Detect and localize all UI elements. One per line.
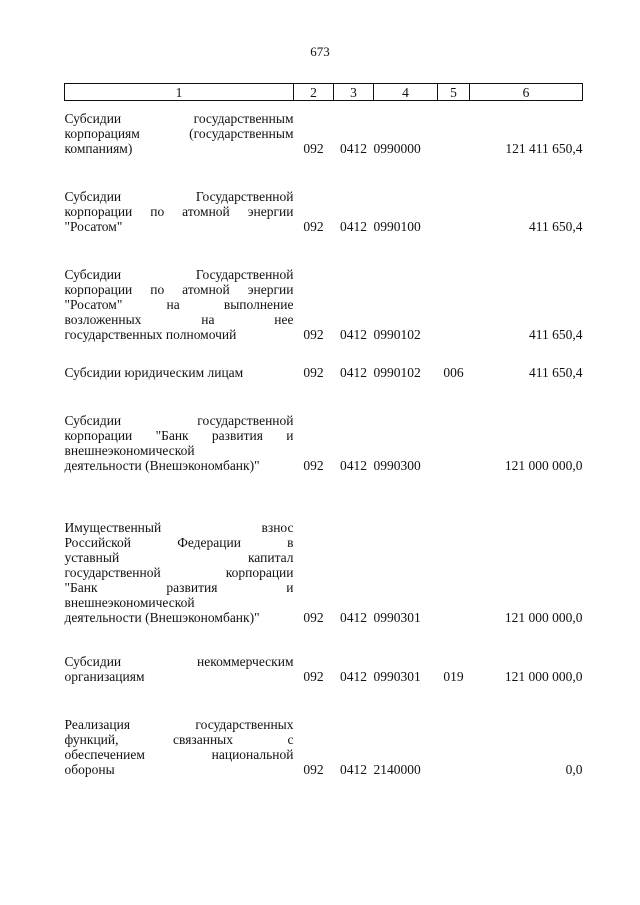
cell-c4: 0990300 bbox=[373, 458, 421, 473]
row-name-line: Субсидии Государственной bbox=[64, 267, 294, 282]
cell-c5 bbox=[438, 267, 470, 342]
cell-c2: 092 bbox=[303, 141, 324, 156]
row-name-line: Субсидии некоммерческим bbox=[64, 654, 294, 669]
row-name bbox=[65, 111, 294, 156]
header-col-4: 4 bbox=[374, 84, 438, 101]
row-name-line: Субсидии юридическим лицам bbox=[64, 365, 244, 380]
cell-c5 bbox=[438, 520, 470, 625]
row-name-line: внешнеэкономической bbox=[64, 443, 195, 458]
cell-c6: 411 650,4 bbox=[529, 327, 583, 342]
row-name bbox=[65, 717, 294, 777]
row-name-line: корпорациям (государственным bbox=[64, 126, 294, 141]
row-name-line: организациям bbox=[64, 669, 145, 684]
spacer-cell bbox=[65, 380, 583, 413]
header-col-2: 2 bbox=[294, 84, 334, 101]
cell-c4: 0990301 bbox=[373, 610, 421, 625]
cell-c2: 092 bbox=[303, 219, 324, 234]
cell-c5: 019 bbox=[443, 669, 464, 684]
cell-c3: 0412 bbox=[340, 365, 367, 380]
table-row bbox=[65, 365, 583, 380]
row-name-line: Реализация государственных bbox=[64, 717, 294, 732]
cell-c6: 411 650,4 bbox=[529, 365, 583, 380]
row-name-line: государственной корпорации bbox=[64, 565, 294, 580]
cell-c6: 411 650,4 bbox=[529, 219, 583, 234]
table-row bbox=[65, 189, 583, 234]
table-row bbox=[65, 267, 583, 342]
row-spacer bbox=[65, 625, 583, 654]
row-name-line: возложенных на нее bbox=[64, 312, 294, 327]
row-name-line: Российской Федерации в bbox=[64, 535, 294, 550]
spacer-cell bbox=[65, 234, 583, 267]
spacer-cell bbox=[65, 473, 583, 520]
cell-c6: 121 411 650,4 bbox=[505, 141, 583, 156]
row-name-line: корпорации "Банк развития и bbox=[64, 428, 294, 443]
page-number: 673 bbox=[310, 44, 330, 59]
table-row bbox=[65, 413, 583, 473]
row-name bbox=[65, 189, 294, 234]
spacer-cell bbox=[65, 684, 583, 717]
cell-c4: 0990102 bbox=[373, 327, 421, 342]
cell-c4: 0990000 bbox=[373, 141, 421, 156]
header-row bbox=[65, 84, 583, 101]
cell-c5 bbox=[438, 111, 470, 156]
cell-c4: 0990102 bbox=[373, 365, 421, 380]
header-col-5: 5 bbox=[438, 84, 470, 101]
cell-c2: 092 bbox=[303, 327, 324, 342]
cell-c4: 2140000 bbox=[373, 762, 421, 777]
header-col-3: 3 bbox=[334, 84, 374, 101]
cell-c4: 0990301 bbox=[373, 669, 421, 684]
row-name bbox=[65, 520, 294, 625]
spacer-cell bbox=[65, 342, 583, 365]
cell-c2: 092 bbox=[303, 762, 324, 777]
row-name bbox=[65, 267, 294, 342]
cell-c3: 0412 bbox=[340, 610, 367, 625]
cell-c3: 0412 bbox=[340, 141, 367, 156]
table-row bbox=[65, 654, 583, 684]
spacer-cell bbox=[65, 625, 583, 654]
cell-c3: 0412 bbox=[340, 669, 367, 684]
spacer-cell bbox=[65, 101, 583, 112]
cell-c2: 092 bbox=[303, 669, 324, 684]
cell-c6: 121 000 000,0 bbox=[504, 610, 583, 625]
cell-c3: 0412 bbox=[340, 762, 367, 777]
cell-c5 bbox=[438, 717, 470, 777]
row-spacer bbox=[65, 473, 583, 520]
row-name-line: государственных полномочий bbox=[64, 327, 237, 342]
row-name-line: компаниям) bbox=[64, 141, 133, 156]
cell-c6: 121 000 000,0 bbox=[504, 669, 583, 684]
cell-c2: 092 bbox=[303, 458, 324, 473]
row-name-line: деятельности (Внешэкономбанк)" bbox=[64, 458, 260, 473]
cell-c3: 0412 bbox=[340, 327, 367, 342]
row-name-line: Имущественный взнос bbox=[64, 520, 294, 535]
row-name-line: обороны bbox=[64, 762, 115, 777]
header-col-6: 6 bbox=[470, 84, 583, 101]
row-spacer bbox=[65, 684, 583, 717]
cell-c3: 0412 bbox=[340, 219, 367, 234]
table-row bbox=[65, 717, 583, 777]
row-name-line: корпорации по атомной энергии bbox=[64, 204, 294, 219]
cell-c2: 092 bbox=[303, 365, 324, 380]
row-spacer bbox=[65, 342, 583, 365]
row-spacer bbox=[65, 156, 583, 189]
cell-c6: 0,0 bbox=[565, 762, 583, 777]
header-col-1: 1 bbox=[65, 84, 294, 101]
row-name-line: "Росатом" на выполнение bbox=[64, 297, 294, 312]
row-name bbox=[65, 413, 294, 473]
row-name bbox=[65, 365, 294, 380]
row-name bbox=[65, 654, 294, 684]
row-name-line: функций, связанных с bbox=[64, 732, 294, 747]
spacer-cell bbox=[65, 156, 583, 189]
budget-table bbox=[64, 83, 583, 777]
row-name-line: внешнеэкономической bbox=[64, 595, 195, 610]
cell-c4: 0990100 bbox=[373, 219, 421, 234]
table-row bbox=[65, 111, 583, 156]
cell-c5 bbox=[438, 189, 470, 234]
cell-c5: 006 bbox=[443, 365, 464, 380]
row-spacer bbox=[65, 234, 583, 267]
cell-c3: 0412 bbox=[340, 458, 367, 473]
row-spacer bbox=[65, 101, 583, 112]
cell-c2: 092 bbox=[303, 610, 324, 625]
row-name-line: "Росатом" bbox=[64, 219, 123, 234]
row-name-line: Субсидии государственным bbox=[64, 111, 294, 126]
row-name-line: корпорации по атомной энергии bbox=[64, 282, 294, 297]
table-row bbox=[65, 520, 583, 625]
row-name-line: обеспечением национальной bbox=[64, 747, 294, 762]
row-name-line: уставный капитал bbox=[64, 550, 294, 565]
row-name-line: Субсидии государственной bbox=[64, 413, 294, 428]
row-spacer bbox=[65, 380, 583, 413]
row-name-line: "Банк развития и bbox=[64, 580, 294, 595]
row-name-line: Субсидии Государственной bbox=[64, 189, 294, 204]
row-name-line: деятельности (Внешэкономбанк)" bbox=[64, 610, 260, 625]
cell-c6: 121 000 000,0 bbox=[504, 458, 583, 473]
cell-c5 bbox=[438, 413, 470, 473]
